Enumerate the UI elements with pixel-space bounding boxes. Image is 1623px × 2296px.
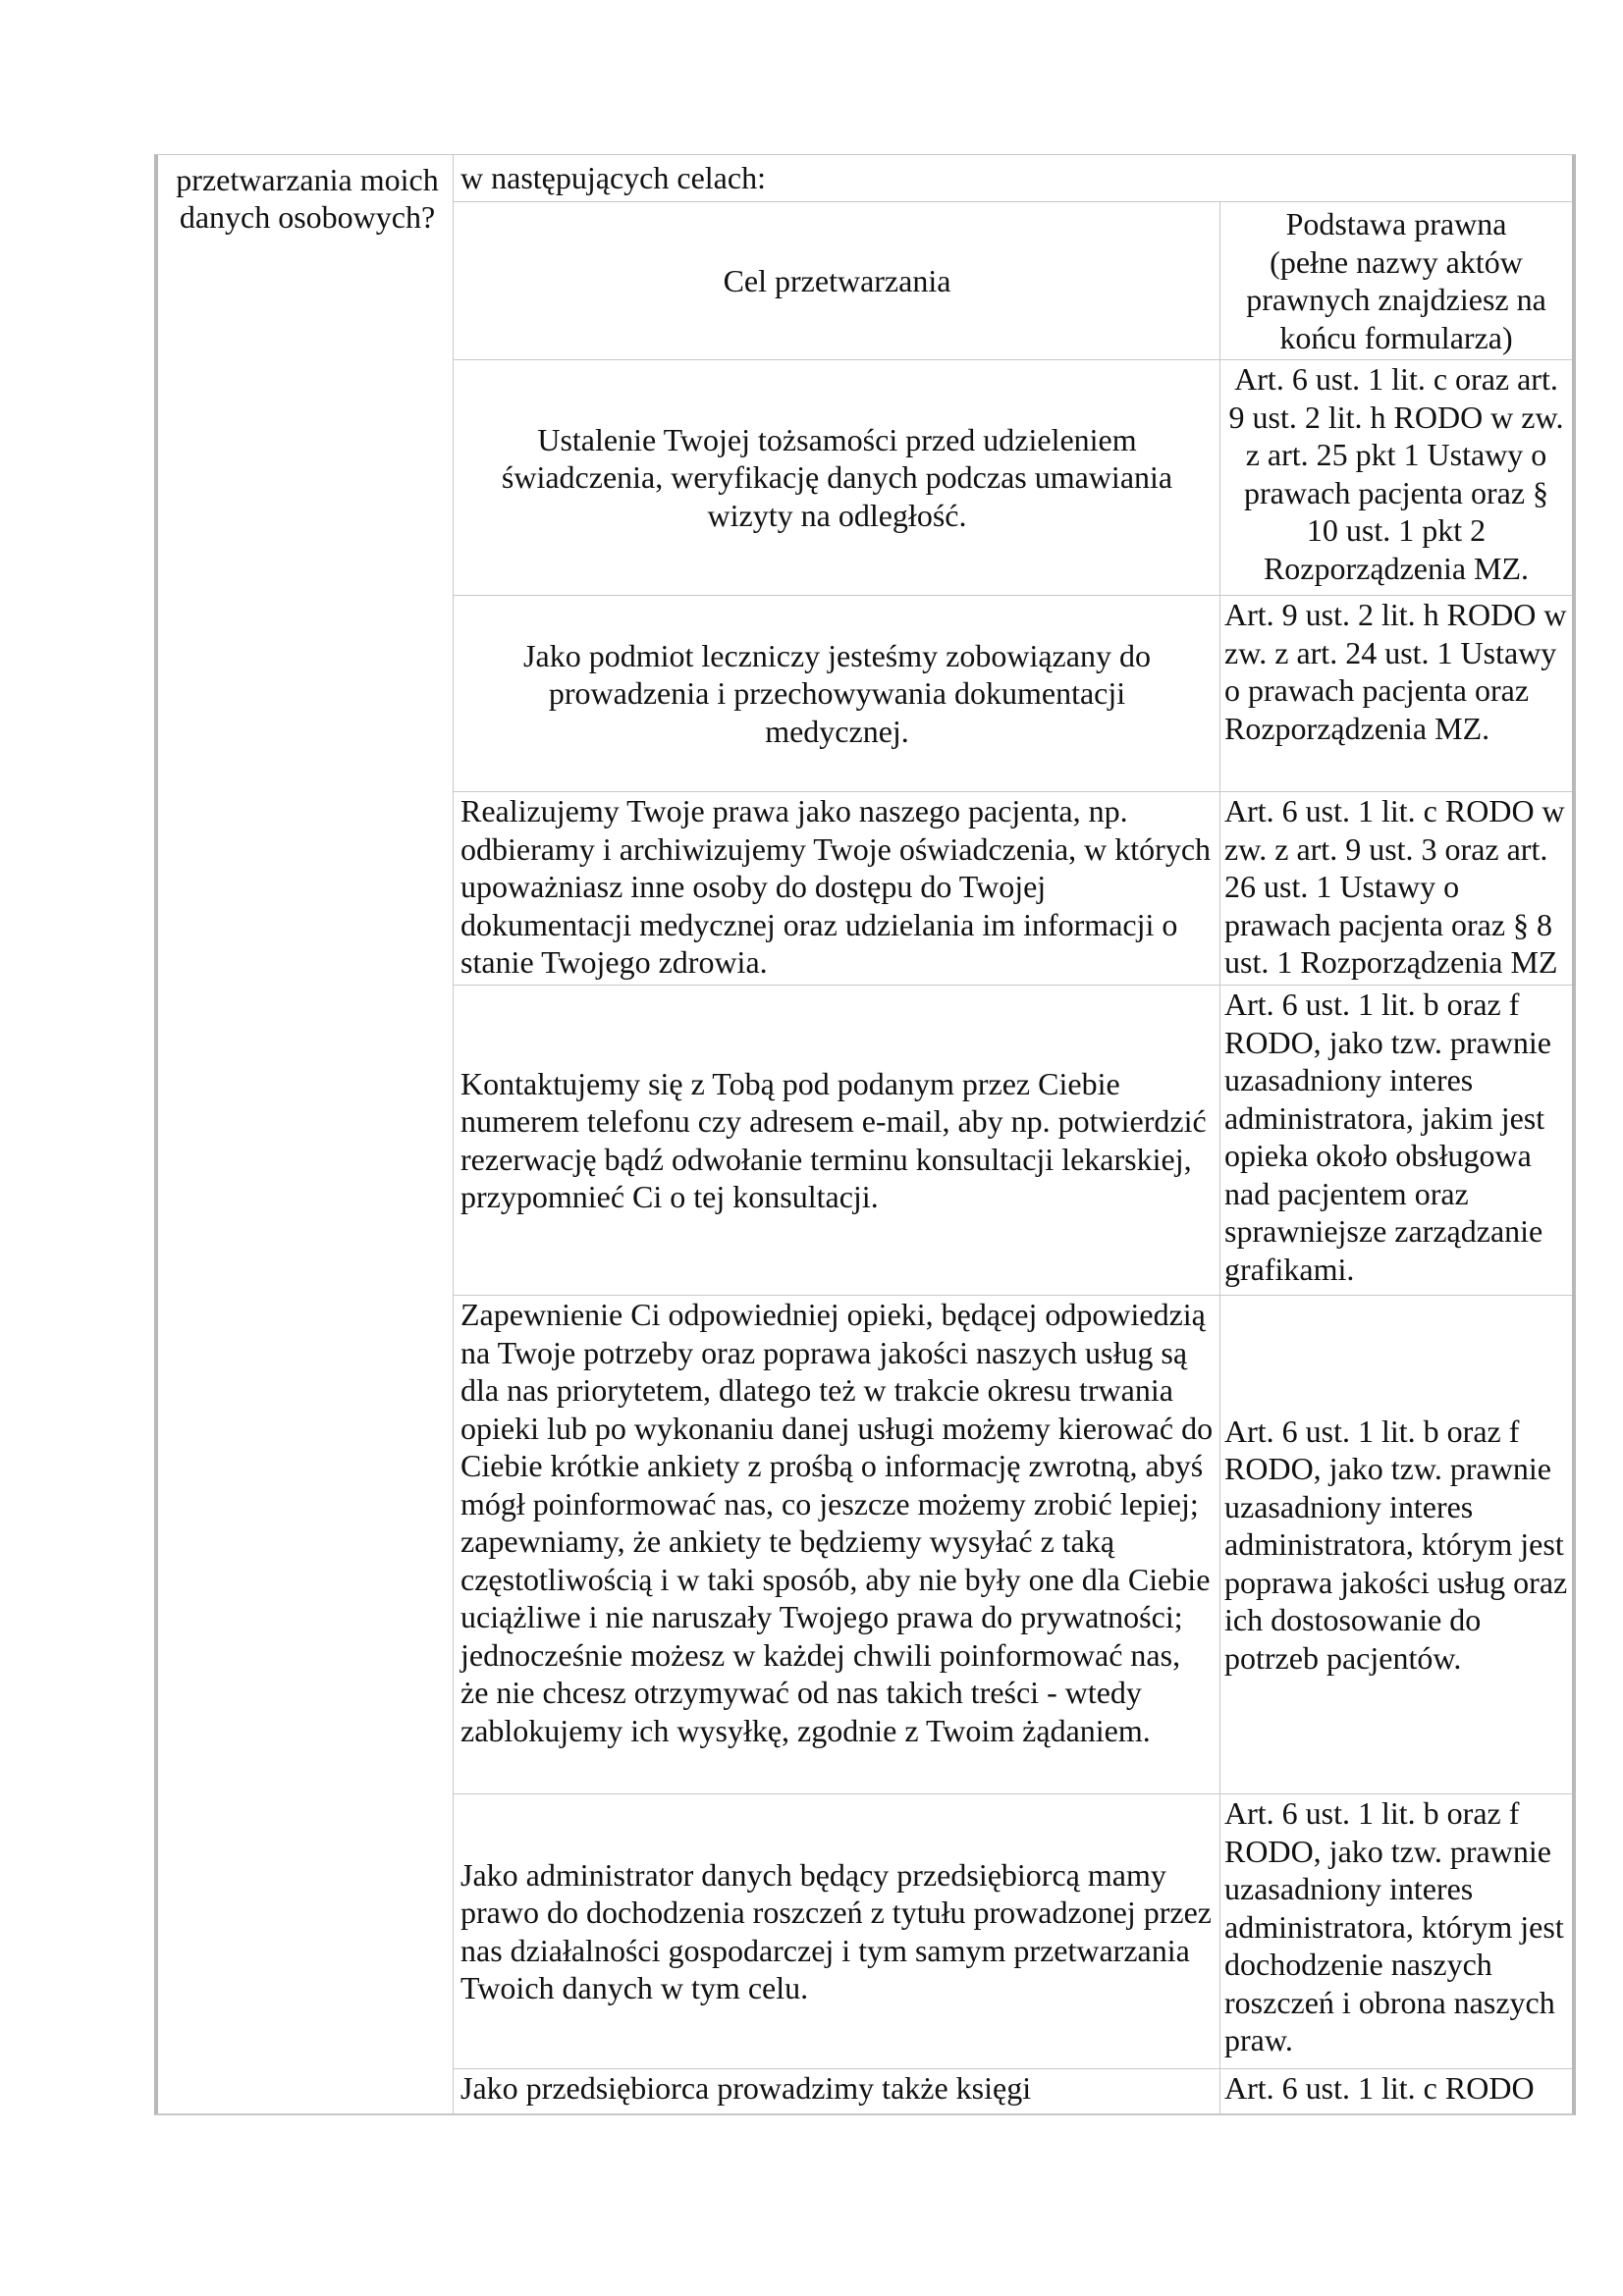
purpose-text: Realizujemy Twoje prawa jako naszego pacjenta, np. odbieramy i archiwizujemy Twoje oświadczenia, w których upoważniasz inne osoby do dostępu do Twojej dokumentacji medycznej oraz udzielania im informacji o stanie Twojego zdrowia. [460,793,1212,980]
question-cell [158,155,454,2113]
basis-text: Art. 6 ust. 1 lit. b oraz f RODO, jako tzw. prawnie uzasadniony interes administratora, którym jest poprawa jakości usług oraz ich dostosowanie do potrzeb pacjentów. [1224,1413,1568,1676]
table-row-basis [1219,596,1572,792]
purpose-text: Zapewnienie Ci odpowiedniej opieki, będącej odpowiedzią na Twoje potrzeby oraz poprawa jakości naszych usług są dla nas priorytetem, dlatego też w trakcie okresu trwania opieki lub po wykonaniu danej usługi możemy kierować do Ciebie krótkie ankiety z prośbą o informację zwrotną, abyś mógł poinformować nas, co jeszcze możemy zrobić lepiej; zapewniamy, że ankiety te będziemy wysyłać z taką częstotliwością i w taki sposób, aby nie były one dla Ciebie uciążliwe i nie naruszały Twojego prawa do prywatności; jednocześnie możesz w każdej chwili poinformować nas, że nie chcesz otrzymywać od nas takich treści - wtedy zablokujemy ich wysyłkę, zgodnie z Twoim żądaniem. [460,1297,1214,1748]
basis-text: Art. 6 ust. 1 lit. c RODO w zw. z art. 9 ust. 3 oraz art. 26 ust. 1 Ustawy o prawach pacjenta oraz § 8 ust. 1 Rozporządzenia MZ [1224,793,1565,980]
basis-text: Art. 6 ust. 1 lit. c oraz art. 9 ust. 2 lit. h RODO w zw. z art. 25 pkt 1 Ustawy o prawach pacjenta oraz § 10 ust. 1 pkt 2 Rozporządzenia MZ. [1228,361,1564,586]
purpose-text: Jako przedsiębiorca prowadzimy także księgi [460,2070,1032,2106]
table-row-basis [1219,2069,1572,2113]
question-text: przetwarzania moich danych osobowych? [176,162,439,235]
basis-text: Art. 9 ust. 2 lit. h RODO w zw. z art. 24 ust. 1 Ustawy o prawach pacjenta oraz Rozporządzenia MZ. [1224,597,1567,746]
table-row-basis [1219,1296,1572,1794]
purpose-text: Ustalenie Twojej tożsamości przed udzieleniem świadczenia, weryfikację danych podczas umawiania wizyty na odległość. [501,421,1173,533]
intro-text: w następujących celach: [454,155,1572,202]
purpose-text: Jako administrator danych będący przedsiębiorcą mamy prawo do dochodzenia roszczeń z tytułu prowadzonej przez nas działalności gospodarczej i tym samym przetwarzania Twoich danych w tym celu. [460,1856,1212,2005]
basis-text: Art. 6 ust. 1 lit. b oraz f RODO, jako tzw. prawnie uzasadniony interes administratora, którym jest dochodzenie naszych roszczeń i obrona naszych praw. [1224,1795,1564,2057]
header-basis-cell [1219,202,1572,360]
table-row-purpose [454,1794,1219,2069]
purpose-text: Jako podmiot leczniczy jesteśmy zobowiązany do prowadzenia i przechowywania dokumentacji medycznej. [523,637,1151,749]
header-purpose: Cel przetwarzania [723,262,951,298]
basis-text: Art. 6 ust. 1 lit. b oraz f RODO, jako tzw. prawnie uzasadniony interes administratora, jakim jest opieka około obsługowa nad pacjentem oraz sprawniejsze zarządzanie grafikami. [1224,987,1551,1287]
table-row-basis [1219,1794,1572,2069]
table-row-purpose [454,986,1219,1296]
basis-text: Art. 6 ust. 1 lit. c RODO [1224,2070,1535,2106]
table-row-purpose [454,360,1219,596]
table-row-basis [1219,986,1572,1296]
table-row-basis [1219,792,1572,986]
header-purpose-cell [454,202,1219,360]
header-basis: Podstawa prawna (pełne nazwy aktów prawnych znajdziesz na końcu formularza) [1246,206,1546,355]
table-row-purpose [454,792,1219,986]
table-row-purpose [454,1296,1219,1794]
table-row-basis [1219,360,1572,596]
table-row-purpose [454,2069,1219,2113]
purpose-text: Kontaktujemy się z Tobą pod podanym przez Ciebie numerem telefonu czy adresem e-mail, aby np. potwierdzić rezerwację bądź odwołanie terminu konsultacji lekarskiej, przypomnieć Ci o tej konsultacji. [460,1065,1207,1214]
privacy-table [154,154,1576,2115]
table-row-purpose [454,596,1219,792]
